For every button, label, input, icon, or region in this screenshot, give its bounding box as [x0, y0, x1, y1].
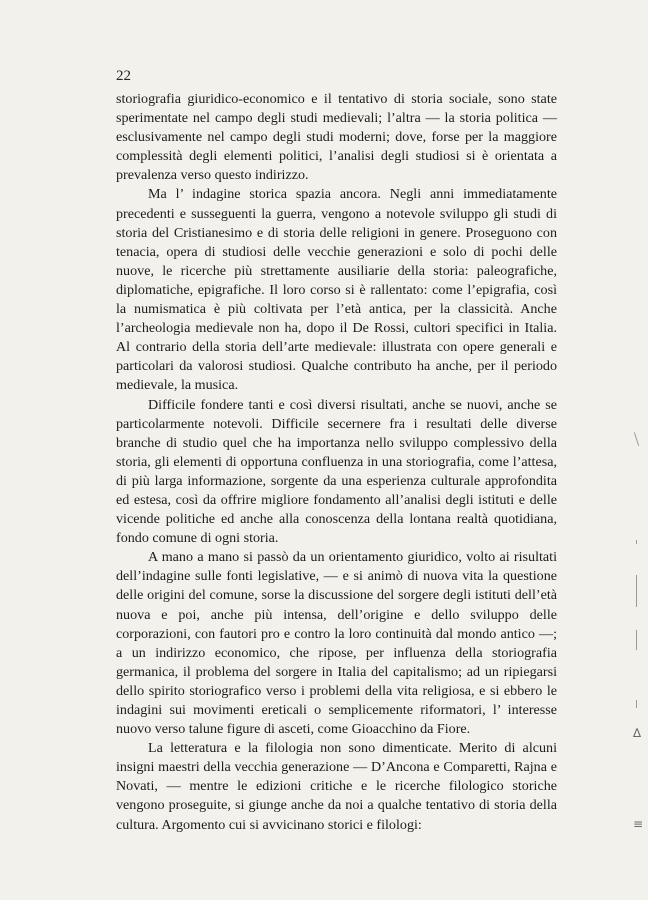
paragraph-5: La letteratura e la filologia non sono dimenticate. Merito di alcuni insigni maestri della vecchia generazione — D’Ancona e Comparetti, Rajna e Novati, — mentre le edizioni critiche e le ricerche filologico storiche vengono proseguite, si giunge anche da noi a qualche tentativo di storia della cultura. Argomento cui si avvicinano storici e filologi:: [116, 740, 557, 833]
scan-mark-5: [636, 700, 637, 708]
scan-blot-1: ∆: [633, 726, 642, 740]
paragraph-2: Ma l’ indagine storica spazia ancora. Negli anni immediatamente precedenti e susseguenti la guerra, vengono a notevole sviluppo gli studi di storia del Cristianesimo e di storia delle religioni in genere. Proseguono con tenacia, opera di studiosi delle vecchie generazioni e solo di pochi delle nuove, le ricerche più strettamente ausiliarie della storia: paleografiche, diplomatiche, epigrafiche. Il loro corso si è rallentato: come l’epigrafia, così la numismatica è più coltivata per l’età antica, per la classicità. Anche l’archeologia medievale non ha, dopo il De Rossi, cultori specifici in Italia. Al contrario della storia dell’arte medievale: illustrata con opere generali e particolari da valorosi studiosi. Qualche contributo ha anche, per il periodo medievale, la musica.: [116, 186, 557, 394]
scan-mark-2: [636, 540, 637, 544]
page-number: 22: [116, 68, 131, 84]
paragraph-4: A mano a mano si passò da un orientamento giuridico, volto ai risultati dell’indagine sulle fonti legislative, — e si animò di nuova vita la questione delle origini del comune, sorse la discussione del sorgere degli istituti dell’età nuova e poi, anche più intensa, dell’origine e dello sviluppo delle corporazioni, con fautori pro e contro la loro continuità dal mondo antico —; a un indirizzo economico, che ripose, per influenza della storiografia germanica, il problema del sorgere in Italia del capitalismo; ad un ripiegarsi dello spirito storiografico verso i problemi della vita religiosa, e si ebbero le indagini sui movimenti ereticali o semplicemente riformatori, l’ interesse nuovo verso talune figure di asceti, come Gioacchino da Fiore.: [116, 549, 557, 738]
scan-mark-1: [634, 432, 640, 446]
body-text: [116, 90, 557, 835]
scan-blot-2: ≡: [633, 817, 644, 831]
paragraph-1: storiografia giuridico-economico e il tentativo di storia sociale, sono state sperimentate nel campo degli studi medievali; l’altra — la storia politica — esclusivamente nel campo degli studi moderni; dove, forse per la maggiore complessità degli elementi politici, l’analisi degli studiosi si è orientata a prevalenza verso questo indirizzo.: [116, 91, 557, 184]
paragraph-3: Difficile fondere tanti e così diversi risultati, anche se nuovi, anche se particolarmente notevoli. Difficile secernere fra i resultati delle diverse branche di studio quel che ha importanza nello sviluppo complessivo della storia, gli elementi di opportuna confluenza in una storiografia, come l’attesa, di più larga informazione, sorgente da una esperienza culturale approfondita ed estesa, così da offrire migliore fondamento all’analisi degli istituti e delle vicende politiche ed anche alla conoscenza della lontana realtà quotidiana, fondo comune di ogni storia.: [116, 396, 557, 547]
scan-mark-4: [636, 630, 637, 650]
scan-mark-3: [636, 575, 637, 607]
